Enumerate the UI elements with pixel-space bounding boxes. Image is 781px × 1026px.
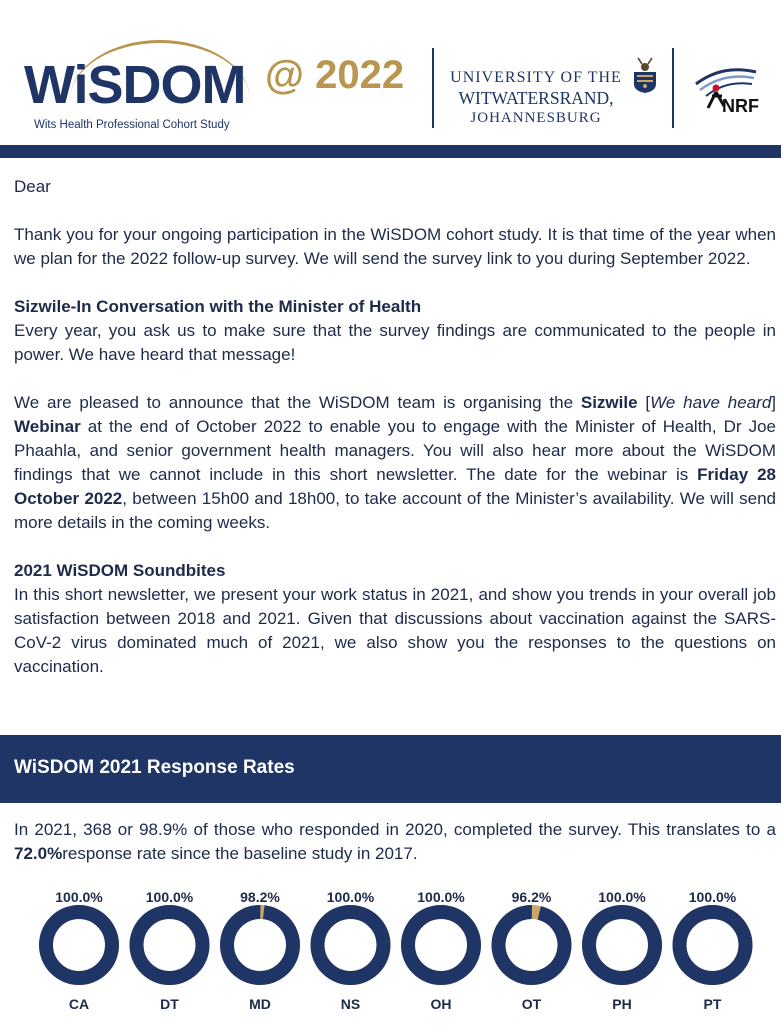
donut-value-label-ns: 100.0%	[326, 889, 375, 905]
we-have-heard-term: We have heard	[650, 393, 772, 412]
webinar-term: Webinar	[14, 417, 81, 436]
donut-value-label-pt: 100.0%	[688, 889, 737, 905]
donut-category-label-oh: OH	[430, 996, 452, 1012]
university-crest-icon	[632, 56, 658, 94]
para-text: at the end of October 2022 to enable you to engage with the Minister of Health, Dr Joe Phaahla, and senior government health managers. You will also hear more about the WiSDOM findings that we cannot include in this short newsletter. The date for the webinar is	[14, 417, 776, 484]
donut-slice-ph	[589, 912, 655, 978]
rr-text: In 2021, 368 or 98.9% of those who responded in 2020, completed the survey. This translates to a	[14, 820, 776, 839]
donut-value-label-ca: 100.0%	[55, 889, 103, 905]
donut-slice-md	[223, 908, 296, 981]
university-line-2: WITWATERSRAND,	[458, 88, 614, 108]
donut-category-label-dt: DT	[160, 996, 179, 1012]
sizwile-term: Sizwile	[580, 393, 638, 412]
response-rate-value: 72.0%	[14, 844, 63, 863]
donut-category-label-md: MD	[249, 996, 271, 1012]
donut-slice-dt	[137, 912, 203, 978]
donut-slice-oh	[408, 912, 474, 978]
donut-category-label-ot: OT	[521, 996, 542, 1012]
donut-slice-ca	[46, 912, 112, 978]
university-line-3: JOHANNESBURG	[470, 110, 602, 126]
wisdom-logo: WiSDOM	[24, 55, 246, 115]
donut-category-label-pt: PT	[703, 996, 722, 1012]
donut-slice-ot	[492, 905, 572, 985]
section-paragraph-sizwile-1: Every year, you ask us to make sure that the survey findings are communicated to the people in power. We have heard that message!	[14, 321, 776, 364]
donut-slice-pt	[680, 912, 746, 978]
para-text: , between 15h00 and 18h00, to take account of the Minister’s availability. We will send more details in the coming weeks.	[14, 489, 776, 532]
greeting: Dear	[14, 177, 51, 196]
nrf-label: NRF	[722, 96, 759, 116]
para-text: [	[637, 393, 651, 412]
intro-paragraph: Thank you for your ongoing participation in the WiSDOM cohort study. It is that time of the year when we plan for the 2022 follow-up survey. We will send the survey link to you during September 2022.	[14, 225, 776, 268]
section-heading-sizwile: Sizwile-In Conversation with the Minister of Health	[14, 297, 422, 316]
response-rates-title: WiSDOM 2021 Response Rates	[14, 757, 295, 778]
para-text: ]	[771, 393, 777, 412]
donut-value-label-dt: 100.0%	[145, 889, 194, 905]
header-divider	[432, 48, 434, 128]
rr-text: response rate since the baseline study in 2017.	[62, 844, 418, 863]
response-rates-paragraph	[14, 818, 776, 866]
newsletter-header	[0, 0, 781, 145]
nrf-logo-icon	[692, 62, 766, 118]
section-paragraph-sizwile-2	[14, 391, 776, 535]
header-bar	[0, 145, 781, 158]
donut-value-label-md: 98.2%	[240, 889, 280, 905]
response-rate-donut-chart	[0, 880, 781, 1020]
header-divider-2	[672, 48, 674, 128]
donut-category-label-ph: PH	[612, 996, 632, 1012]
donut-value-label-ph: 100.0%	[598, 889, 646, 905]
section-heading-soundbites: 2021 WiSDOM Soundbites	[14, 561, 226, 580]
donut-slice-ns	[318, 912, 384, 978]
donut-value-label-ot: 96.2%	[511, 889, 552, 905]
webinar-date: Friday 28 October 2022	[14, 465, 776, 508]
section-paragraph-soundbites: In this short newsletter, we present your work status in 2021, and show you trends in your overall job satisfaction between 2018 and 2021. Given that discussions about vaccination against the SARS-CoV-2 virus dominated much of 2021, we also show you the responses to the questions on vaccination.	[14, 585, 776, 676]
university-name	[448, 68, 624, 128]
para-text: We are pleased to announce that the WiSDOM team is organising the	[14, 393, 581, 412]
newsletter-body	[14, 175, 776, 679]
donut-category-label-ns: NS	[340, 996, 361, 1012]
logo-year: @ 2022	[265, 53, 405, 97]
university-line-1: UNIVERSITY OF THE	[450, 69, 622, 86]
response-rates-band	[0, 735, 781, 803]
logo-subtitle: Wits Health Professional Cohort Study	[34, 119, 230, 131]
donut-value-label-oh: 100.0%	[417, 889, 465, 905]
donut-category-label-ca: CA	[68, 996, 90, 1012]
